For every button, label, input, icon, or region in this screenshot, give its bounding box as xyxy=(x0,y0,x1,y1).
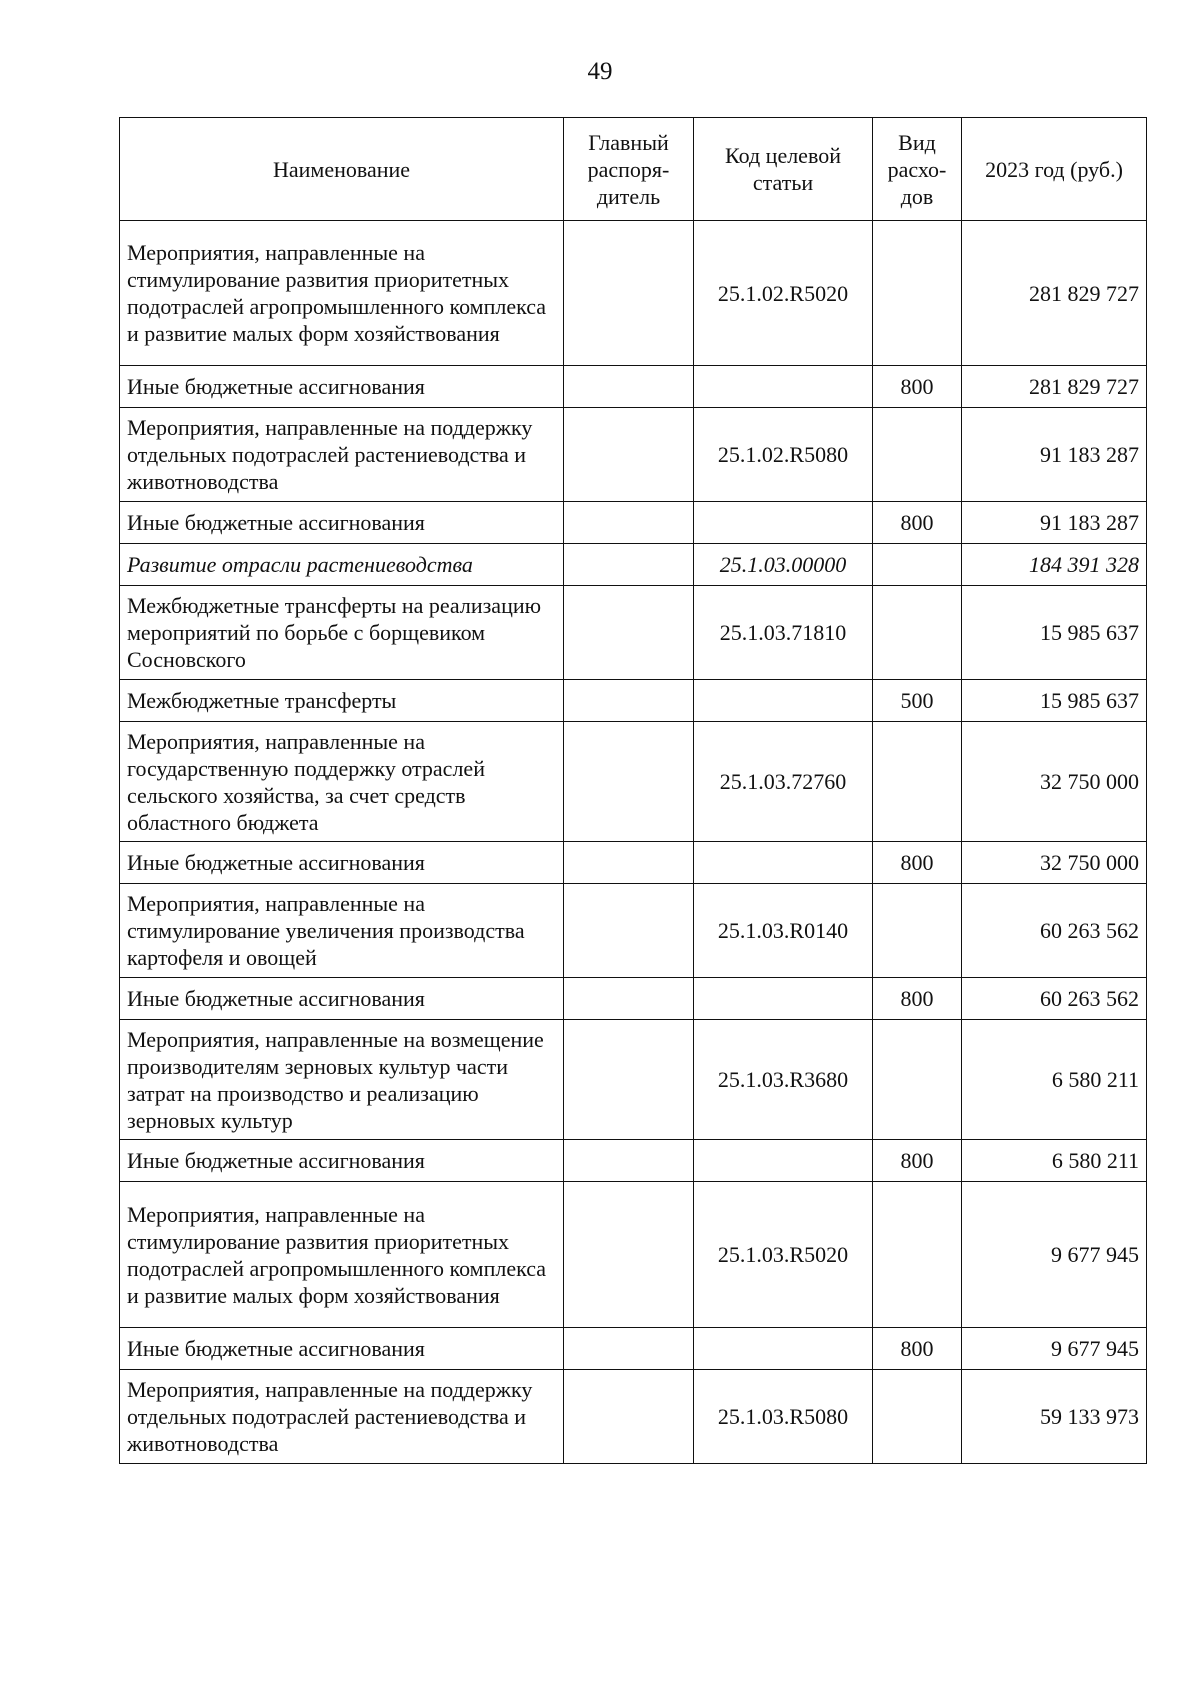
row-manager-cell xyxy=(564,544,694,586)
row-amount-cell: 6 580 211 xyxy=(962,1020,1147,1140)
table-header-row xyxy=(120,118,1147,221)
row-name-cell: Иные бюджетные ассигнования xyxy=(120,1328,564,1370)
row-manager-cell xyxy=(564,586,694,680)
header-kind: Вид расхо-дов xyxy=(873,118,962,221)
row-kind-cell: 800 xyxy=(873,1328,962,1370)
row-manager-cell xyxy=(564,1328,694,1370)
row-manager-cell xyxy=(564,1370,694,1464)
row-code-cell xyxy=(694,502,873,544)
row-code-cell xyxy=(694,842,873,884)
row-code-cell xyxy=(694,1328,873,1370)
row-kind-cell xyxy=(873,884,962,978)
row-manager-cell xyxy=(564,1020,694,1140)
row-amount-cell: 60 263 562 xyxy=(962,978,1147,1020)
row-name-cell: Межбюджетные трансферты на реализацию мероприятий по борьбе с борщевиком Сосновского xyxy=(120,586,564,680)
row-manager-cell xyxy=(564,366,694,408)
row-kind-cell xyxy=(873,1020,962,1140)
row-code-cell: 25.1.03.R5080 xyxy=(694,1370,873,1464)
table-row xyxy=(120,221,1147,366)
row-kind-cell xyxy=(873,408,962,502)
row-code-cell: 25.1.03.72760 xyxy=(694,722,873,842)
row-name-cell: Иные бюджетные ассигнования xyxy=(120,842,564,884)
row-manager-cell xyxy=(564,884,694,978)
row-name-cell: Межбюджетные трансферты xyxy=(120,680,564,722)
page-number: 49 xyxy=(587,58,613,85)
table-row xyxy=(120,680,1147,722)
row-manager-cell xyxy=(564,408,694,502)
row-name-cell: Иные бюджетные ассигнования xyxy=(120,502,564,544)
row-amount-cell: 9 677 945 xyxy=(962,1328,1147,1370)
table-row xyxy=(120,366,1147,408)
row-code-cell: 25.1.02.R5080 xyxy=(694,408,873,502)
row-kind-cell xyxy=(873,221,962,366)
row-manager-cell xyxy=(564,1140,694,1182)
row-name-cell: Мероприятия, направленные на стимулирование развития приоритетных подотраслей агропромышленного комплекса и развитие малых форм хозяйствования xyxy=(120,1182,564,1328)
row-name-cell: Мероприятия, направленные на государственную поддержку отраслей сельского хозяйства, за счет средств областного бюджета xyxy=(120,722,564,842)
row-code-cell: 25.1.03.R5020 xyxy=(694,1182,873,1328)
row-kind-cell: 800 xyxy=(873,1140,962,1182)
table-row xyxy=(120,408,1147,502)
row-amount-cell: 15 985 637 xyxy=(962,680,1147,722)
row-manager-cell xyxy=(564,502,694,544)
row-name-cell: Развитие отрасли растениеводства xyxy=(120,544,564,586)
row-code-cell: 25.1.03.R3680 xyxy=(694,1020,873,1140)
table-row xyxy=(120,502,1147,544)
row-amount-cell: 9 677 945 xyxy=(962,1182,1147,1328)
table-row xyxy=(120,586,1147,680)
row-amount-cell: 281 829 727 xyxy=(962,366,1147,408)
row-name-cell: Иные бюджетные ассигнования xyxy=(120,978,564,1020)
table-row xyxy=(120,842,1147,884)
row-amount-cell: 32 750 000 xyxy=(962,722,1147,842)
table-row xyxy=(120,1370,1147,1464)
table-row xyxy=(120,544,1147,586)
row-manager-cell xyxy=(564,221,694,366)
header-name: Наименование xyxy=(120,118,564,221)
table-row xyxy=(120,1182,1147,1328)
row-amount-cell: 59 133 973 xyxy=(962,1370,1147,1464)
row-code-cell: 25.1.03.00000 xyxy=(694,544,873,586)
row-amount-cell: 60 263 562 xyxy=(962,884,1147,978)
table-row xyxy=(120,1328,1147,1370)
row-name-cell: Иные бюджетные ассигнования xyxy=(120,366,564,408)
row-kind-cell xyxy=(873,1182,962,1328)
row-manager-cell xyxy=(564,978,694,1020)
row-code-cell xyxy=(694,1140,873,1182)
row-amount-cell: 281 829 727 xyxy=(962,221,1147,366)
row-kind-cell: 800 xyxy=(873,502,962,544)
table-row xyxy=(120,884,1147,978)
row-code-cell xyxy=(694,978,873,1020)
row-amount-cell: 91 183 287 xyxy=(962,408,1147,502)
row-kind-cell xyxy=(873,544,962,586)
budget-table xyxy=(119,117,1147,1464)
row-manager-cell xyxy=(564,842,694,884)
row-manager-cell xyxy=(564,722,694,842)
row-kind-cell: 800 xyxy=(873,978,962,1020)
row-code-cell xyxy=(694,680,873,722)
row-code-cell: 25.1.02.R5020 xyxy=(694,221,873,366)
header-code: Код целевой статьи xyxy=(694,118,873,221)
table-row xyxy=(120,1140,1147,1182)
header-year: 2023 год (руб.) xyxy=(962,118,1147,221)
row-amount-cell: 91 183 287 xyxy=(962,502,1147,544)
row-code-cell: 25.1.03.R0140 xyxy=(694,884,873,978)
header-manager: Главный распоря-дитель xyxy=(564,118,694,221)
row-amount-cell: 32 750 000 xyxy=(962,842,1147,884)
row-name-cell: Мероприятия, направленные на стимулирование увеличения производства картофеля и овощей xyxy=(120,884,564,978)
row-name-cell: Мероприятия, направленные на поддержку отдельных подотраслей растениеводства и животноводства xyxy=(120,408,564,502)
row-name-cell: Мероприятия, направленные на возмещение производителям зерновых культур части затрат на производство и реализацию зерновых культур xyxy=(120,1020,564,1140)
table-body xyxy=(120,221,1147,1464)
row-kind-cell xyxy=(873,586,962,680)
row-code-cell xyxy=(694,366,873,408)
table-row xyxy=(120,978,1147,1020)
table-row xyxy=(120,1020,1147,1140)
row-name-cell: Мероприятия, направленные на стимулирование развития приоритетных подотраслей агропромышленного комплекса и развитие малых форм хозяйствования xyxy=(120,221,564,366)
row-amount-cell: 15 985 637 xyxy=(962,586,1147,680)
row-manager-cell xyxy=(564,680,694,722)
row-kind-cell: 800 xyxy=(873,842,962,884)
row-name-cell: Мероприятия, направленные на поддержку отдельных подотраслей растениеводства и животноводства xyxy=(120,1370,564,1464)
row-kind-cell xyxy=(873,1370,962,1464)
row-amount-cell: 6 580 211 xyxy=(962,1140,1147,1182)
row-kind-cell xyxy=(873,722,962,842)
table-row xyxy=(120,722,1147,842)
row-name-cell: Иные бюджетные ассигнования xyxy=(120,1140,564,1182)
row-kind-cell: 500 xyxy=(873,680,962,722)
row-amount-cell: 184 391 328 xyxy=(962,544,1147,586)
row-code-cell: 25.1.03.71810 xyxy=(694,586,873,680)
row-manager-cell xyxy=(564,1182,694,1328)
row-kind-cell: 800 xyxy=(873,366,962,408)
